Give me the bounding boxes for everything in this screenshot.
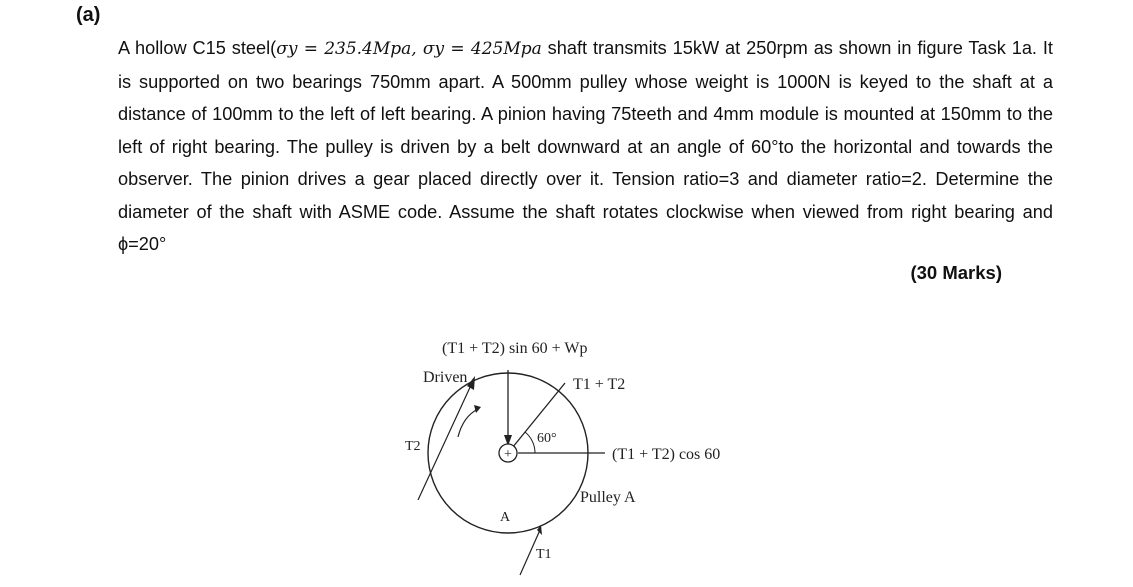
- marks-label: (30 Marks): [910, 262, 1002, 283]
- material-properties-math: σy = 235.4Mpa, σy = 425Mpa: [276, 39, 542, 59]
- label-t2: T2: [405, 439, 421, 454]
- question-body: shaft transmits 15kW at 250rpm as shown in figure Task 1a. It is supported on two bearings 750mm apart. A 500mm pulley whose weight is 1000N is keyed to the shaft at a distance of 100mm to the left of left bearing. A pinion having 75teeth and 4mm module is mounted at 150mm to the left of right bearing. The pulley is driven by a belt downward at an angle of 60°to the horizontal and towards the observer. The pinion drives a gear placed directly over it. Tension ratio=3 and diameter ratio=2. Determine the diameter of the shaft with ASME code. Assume the shaft rotates clockwise when viewed from right bearing and ϕ=20°: [118, 38, 1053, 254]
- driven-rotation-arrow: [458, 409, 478, 437]
- angle-arc: [525, 432, 535, 453]
- question-text: [118, 32, 1053, 261]
- question-prefix: A hollow C15 steel(: [118, 38, 277, 58]
- shaft-center-symbol: +: [504, 447, 512, 462]
- label-t1: T1: [536, 547, 552, 562]
- label-angle: 60°: [537, 431, 557, 446]
- label-resultant: T1 + T2: [573, 376, 626, 393]
- label-driven: Driven: [423, 369, 468, 386]
- driven-arrowhead: [474, 405, 481, 413]
- part-label: (a): [76, 4, 101, 26]
- label-top-force: (T1 + T2) sin 60 + Wp: [442, 340, 588, 357]
- belt-t2-line: [418, 383, 472, 500]
- label-horizontal-force: (T1 + T2) cos 60: [612, 446, 721, 463]
- label-pulley: Pulley A: [580, 489, 636, 506]
- pulley-force-diagram: [380, 325, 750, 587]
- label-point-a: A: [500, 510, 511, 525]
